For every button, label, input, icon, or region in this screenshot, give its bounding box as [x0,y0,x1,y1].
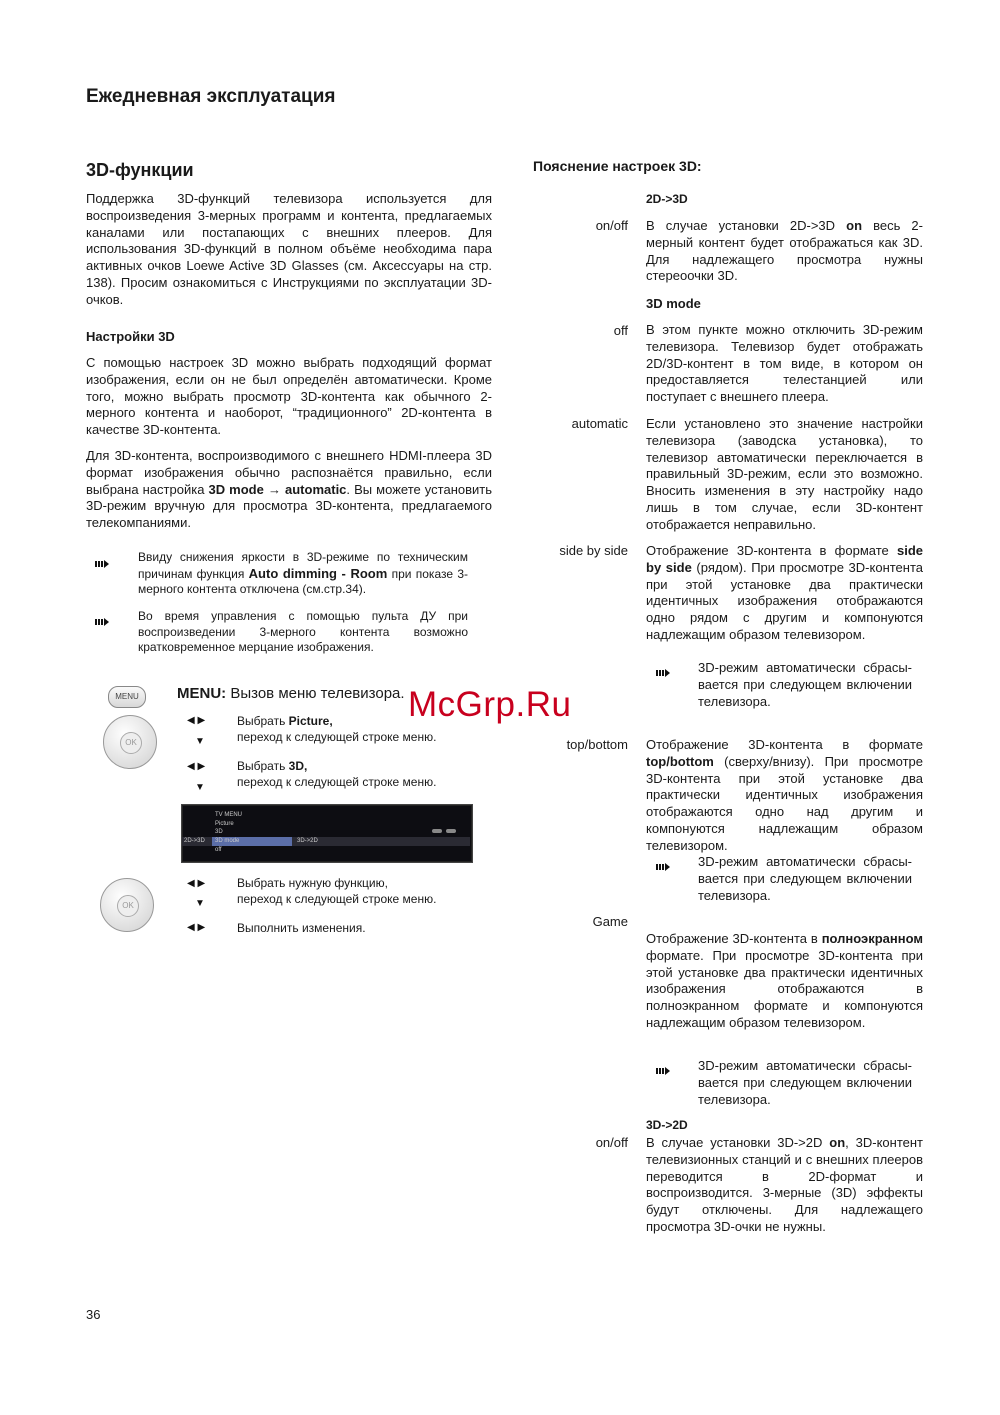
tv-menu-indicator [446,829,456,833]
tv-menu-indicator [432,829,442,833]
tv-menu-item-3d-mode: 3D mode [215,838,240,844]
note-arrow-icon [656,669,668,677]
tv-menu-title: TV MENU [215,812,242,818]
note-flicker: Во время управления с помощью пульта ДУ при воспроизведении 3-мерного контента возможно кратковременное мерцание изображения. [138,609,468,654]
arrow-down-icon: ▼ [195,898,205,909]
note-arrow-icon [95,618,107,626]
note-arrow-icon [95,560,107,568]
ok-navpad-icon: OK [103,715,157,769]
arrow-down-icon: ▼ [195,782,205,793]
desc-automatic: Если установлено это значение настройки телевизора (заводска установка), то телевизор автоматически переключается в правильный 3D-режим, если это возможно. Вносить изменения в эту настройку надо лишь в том случае, если 3D-контент отображается неправильно. [646,416,923,532]
desc-on-off-2d3d: В случае установки 2D->3D on весь 2-мерный контент будет отображаться как 3D. Для надлежащего просмотра нужны стереоочки 3D. [646,218,923,284]
label-on-off-2d3d: on/off [595,218,628,233]
note-game: 3D-режим автоматически сбрасы-вается при следующем включении телевизора. [698,1058,912,1107]
label-automatic: automatic [571,416,628,431]
desc-off: В этом пункте можно отключить 3D-режим телевизора. Телевизор будет отображать 2D/3D-контент в том виде, в котором он предоставляется телестанцией или поступает с внешнего плеера. [646,322,923,405]
tv-menu-item-off: off [215,847,222,853]
subheading-2d-3d: 2D->3D [646,192,688,206]
desc-on-off-3d2d: В случае установки 3D->2D on, 3D-контент телевизионных станций и с внешних плееров переводится в 2D-формат и воспроизводится. 3-мерные (3D) эффекты будут отключены. Для надлежащего просмотра 3D-очки не нужны. [646,1135,923,1234]
page-header-title: Ежедневная эксплуатация [86,86,336,107]
tv-menu-left-label: 2D->3D [184,838,205,844]
desc-top-bottom: Отображение 3D-контента в формате top/bottom (сверху/внизу). При просмотре 3D-контента при этой установке два практически идентичных изображения отображаются одно над другим и компонуются надлежащим образом телевизором. [646,737,923,853]
note-side-by-side: 3D-режим автоматически сбрасы-вается при следующем включении телевизора. [698,660,912,709]
arrow-left-right-icon: ◀ ▶ [187,922,206,933]
note-arrow-icon [656,1067,668,1075]
label-game: Game [592,914,628,929]
step-select-3d: Выбрать 3D, переход к следующей строке меню. [237,759,437,789]
subheading-3d-mode: 3D mode [646,296,701,311]
explanation-title: Пояснение настроек 3D: [533,158,702,174]
tv-menu-right-label: 3D->2D [297,838,318,844]
watermark: McGrp.Ru [408,685,572,724]
arrow-down-icon: ▼ [195,736,205,747]
label-top-bottom: top/bottom [566,737,628,752]
note-top-bottom: 3D-режим автоматически сбрасы-вается при следующем включении телевизора. [698,854,912,903]
label-on-off-3d2d: on/off [595,1135,628,1150]
ok-navpad-icon: OK [100,878,154,932]
note-auto-dimming: Ввиду снижения яркости в 3D-режиме по техническим причинам функция Auto dimming - Room при показе 3-мерного контента отключена (см.стр.34). [138,550,468,596]
step-select-function: Выбрать нужную функцию, переход к следующей строке меню. [237,876,437,906]
label-off: off [613,323,628,338]
arrow-left-right-icon: ◀ ▶ [187,761,206,772]
tv-menu-item-picture: Picture [215,821,234,827]
settings-paragraph-1: С помощью настроек 3D можно выбрать подходящий формат изображения, если он не был определён автоматически. Кроме того, можно выбрать просмотр 3D-контента как обычного 2-мерного контента и наоборот, “традиционного” 2D-контента в качестве 3D-контента. [86,355,492,438]
menu-button-icon: MENU [108,686,146,708]
section-title: 3D-функции [86,160,194,180]
menu-instruction: MENU: Вызов меню телевизора. [177,685,405,702]
tv-menu-item-3d: 3D [215,829,223,835]
settings-heading: Настройки 3D [86,329,175,344]
page-number: 36 [86,1307,101,1322]
desc-game: Отображение 3D-контента в полноэкранном формате. При просмотре 3D-контента при этой установке два практически идентичных изображения отображаются в полноэкранном формате и компонуются надлежащим образом телевизором. [646,931,923,1030]
subheading-3d-2d: 3D->2D [646,1118,688,1132]
note-arrow-icon [656,863,668,871]
tv-menu-screenshot [181,804,473,863]
arrow-left-right-icon: ◀ ▶ [187,715,206,726]
desc-side-by-side: Отображение 3D-контента в формате side by side (рядом). При просмотре 3D-контента при этой установке два практически идентичных изображения отображаются одно рядом с другим и компонуются надлежащим образом телевизором. [646,543,924,642]
arrow-left-right-icon: ◀ ▶ [187,878,206,889]
settings-paragraph-2: Для 3D-контента, воспроизводимого с внешнего HDMI-плеера 3D формат изображения обычно распознаётся правильно, если выбрана настройка 3D mode → automatic. Вы можете установить 3D-режим вручную для просмотра 3D-контента, предлагаемого телекомпаниями. [86,448,492,531]
step-apply-changes: Выполнить изменения. [237,921,366,935]
intro-paragraph: Поддержка 3D-функций телевизора используется для воспроизведения 3-мерных программ и контента, предлагаемых каналами или постапающих с внешних плееров. Для использования 3D-функций в полном объёме необходима пара активных очков Loewe Active 3D Glasses (см. Аксессуары на стр. 138). Просим ознакомиться с Инструкциями по эксплуатации 3D-очков. [86,191,492,307]
step-select-picture: Выбрать Picture, переход к следующей строке меню. [237,714,437,744]
label-side-by-side: side by side [559,543,628,558]
